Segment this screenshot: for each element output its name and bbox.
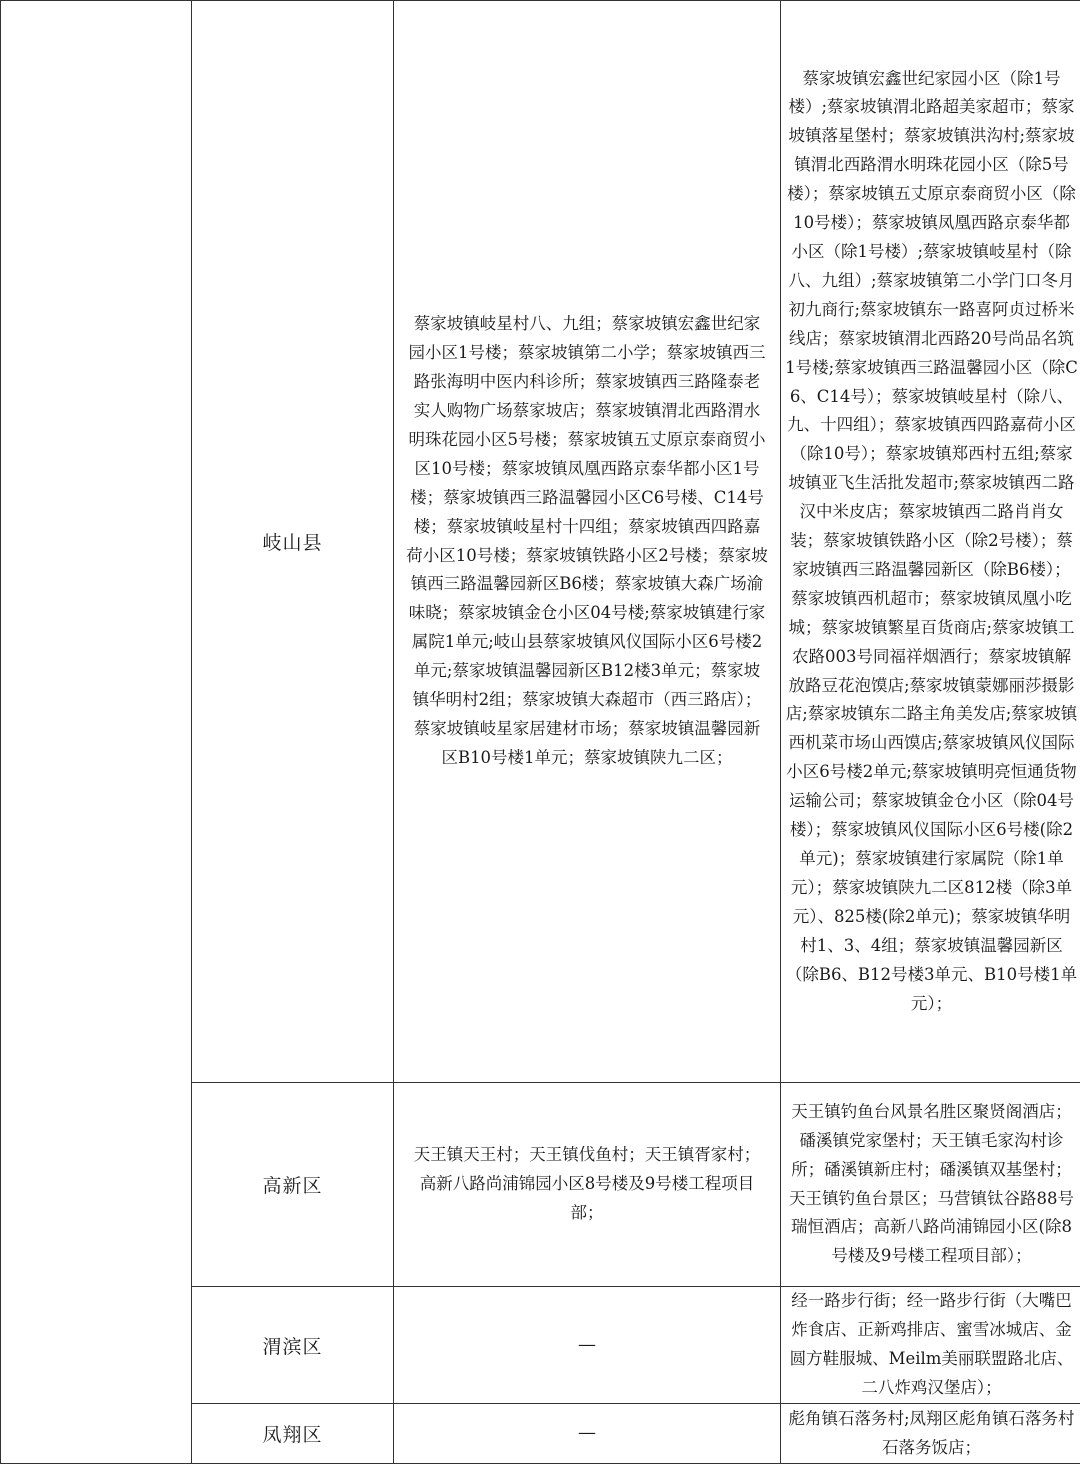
high-risk-cell [394, 1083, 781, 1287]
high-risk-cell [394, 1287, 781, 1404]
low-risk-text: 蔡家坡镇宏鑫世纪家园小区（除1号楼）;蔡家坡镇渭北路超美家超市；蔡家坡镇落星堡村；蔡家坡镇洪沟村;蔡家坡镇渭北西路渭水明珠花园小区（除5号楼）；蔡家坡镇五丈原京泰商贸小区（除10号楼）；蔡家坡镇凤凰西路京泰华都小区（除1号楼）;蔡家坡镇岐星村（除八、九组）;蔡家坡镇第二小学门口冬月初九商行;蔡家坡镇东一路喜阿贞过桥米线店；蔡家坡镇渭北西路20号尚品名筑1号楼;蔡家坡镇西三路温馨园小区（除C6、C14号）；蔡家坡镇岐星村（除八、九、十四组）；蔡家坡镇西四路嘉荷小区（除10号）；蔡家坡镇郑西村五组;蔡家坡镇亚飞生活批发超市;蔡家坡镇西二路汉中米皮店；蔡家坡镇西二路肖肖女装；蔡家坡镇铁路小区（除2号楼）；蔡家坡镇西三路温馨园新区（除B6楼）；蔡家坡镇西机超市；蔡家坡镇凤凰小吃城；蔡家坡镇繁星百货商店;蔡家坡镇工农路003号同福祥烟酒行；蔡家坡镇解放路豆花泡馍店;蔡家坡镇蒙娜丽莎摄影店;蔡家坡镇东二路主角美发店;蔡家坡镇西机菜市场山西馍店;蔡家坡镇风仪国际小区6号楼2单元;蔡家坡镇明亮恒通货物运输公司；蔡家坡镇金仓小区（除04号楼）；蔡家坡镇风仪国际小区6号楼(除2单元)；蔡家坡镇建行家属院（除1单元）；蔡家坡镇陕九二区812楼（除3单元）、825楼(除2单元)；蔡家坡镇华明村1、3、4组；蔡家坡镇温馨园新区（除B6、B12号楼3单元、B10号楼1单元）； [785, 68, 1078, 1013]
district-name: 渭滨区 [192, 1287, 394, 1404]
low-risk-cell [781, 1, 1080, 1083]
district-name: 岐山县 [192, 1, 394, 1083]
high-risk-text: — [578, 1333, 596, 1355]
low-risk-cell [781, 1083, 1080, 1287]
low-risk-text: 经一路步行街；经一路步行街（大嘴巴炸食店、正新鸡排店、蜜雪冰城店、金圆方鞋服城、Meilm美丽联盟路北店、二八炸鸡汉堡店）； [789, 1291, 1074, 1397]
high-risk-text: — [578, 1422, 596, 1444]
high-risk-cell [394, 1, 781, 1083]
city-cell [1, 1, 192, 1464]
high-risk-cell [394, 1404, 781, 1464]
low-risk-cell [781, 1287, 1080, 1404]
low-risk-cell [781, 1404, 1080, 1464]
high-risk-text: 蔡家坡镇岐星村八、九组；蔡家坡镇宏鑫世纪家园小区1号楼；蔡家坡镇第二小学；蔡家坡镇西三路张海明中医内科诊所；蔡家坡镇西三路隆泰老实人购物广场蔡家坡店；蔡家坡镇渭北西路渭水明珠花园小区5号楼；蔡家坡镇五丈原京泰商贸小区10号楼；蔡家坡镇凤凰西路京泰华都小区1号楼；蔡家坡镇西三路温馨园小区C6号楼、C14号楼；蔡家坡镇岐星村十四组；蔡家坡镇西四路嘉荷小区10号楼；蔡家坡镇铁路小区2号楼；蔡家坡镇西三路温馨园新区B6楼；蔡家坡镇大森广场渝味晓；蔡家坡镇金仓小区04号楼;蔡家坡镇建行家属院1单元;岐山县蔡家坡镇风仪国际小区6号楼2单元;蔡家坡镇温馨园新区B12楼3单元；蔡家坡镇华明村2组；蔡家坡镇大森超市（西三路店）；蔡家坡镇岐星家居建材市场；蔡家坡镇温馨园新区B10号楼1单元；蔡家坡镇陕九二区； [406, 314, 768, 767]
district-name: 高新区 [192, 1083, 394, 1287]
table-row [1, 1, 1080, 1083]
low-risk-text: 彪角镇石落务村;凤翔区彪角镇石落务村石落务饭店； [788, 1408, 1075, 1457]
low-risk-text: 天王镇钓鱼台风景名胜区聚贤阁酒店；磻溪镇党家堡村；天王镇毛家沟村诊所；磻溪镇新庄村；磻溪镇双基堡村；天王镇钓鱼台景区；马营镇钛谷路88号瑞恒酒店；高新八路尚浦锦园小区(除8号楼及9号楼工程项目部）； [789, 1101, 1074, 1266]
district-name: 凤翔区 [192, 1404, 394, 1464]
high-risk-text: 天王镇天王村；天王镇伐鱼村；天王镇胥家村；高新八路尚浦锦园小区8号楼及9号楼工程项目部； [413, 1145, 761, 1222]
